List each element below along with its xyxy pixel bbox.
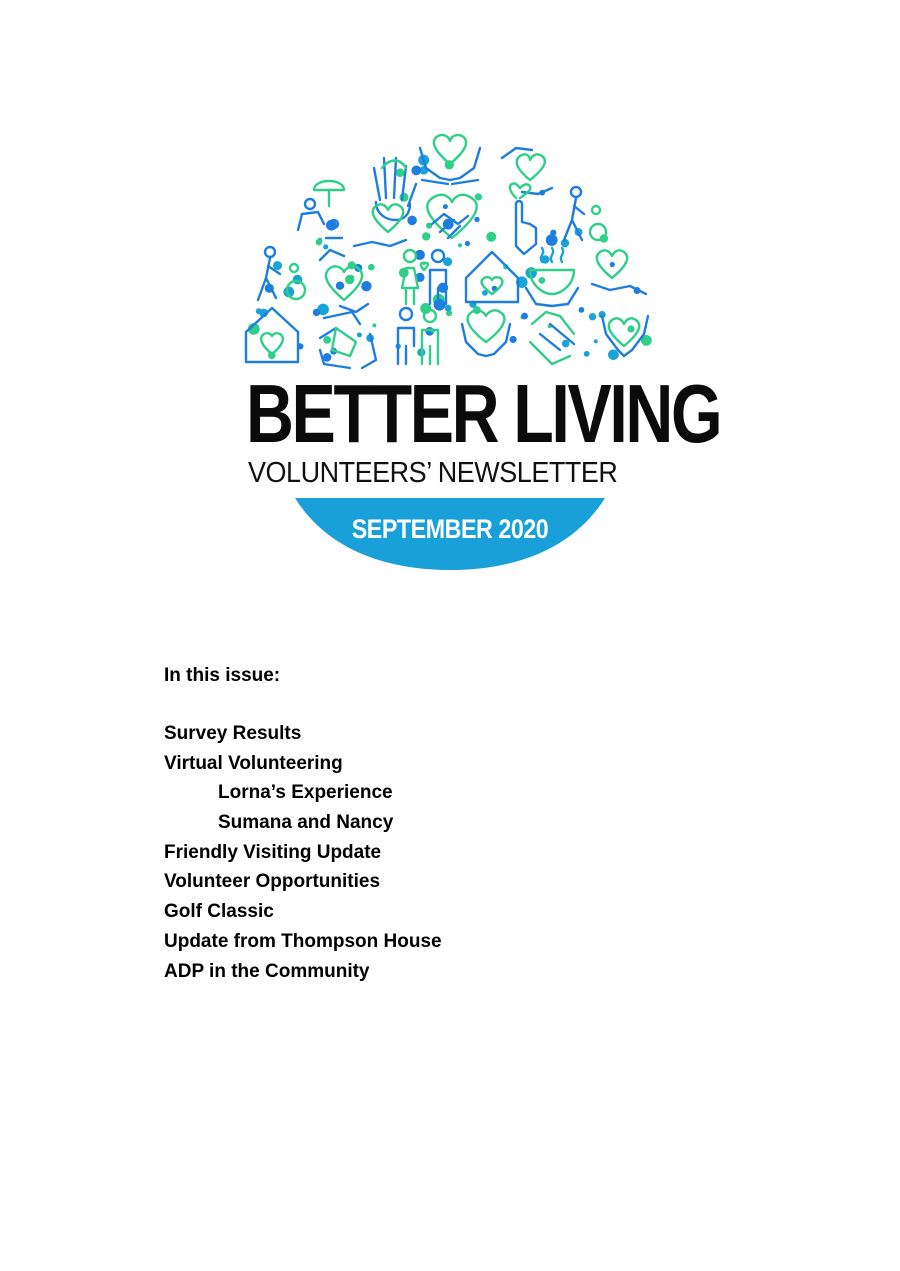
heart-hands-icon bbox=[320, 250, 368, 312]
contents-item: Survey Results bbox=[164, 723, 302, 744]
contents-list bbox=[164, 722, 764, 989]
decor-dot bbox=[610, 262, 615, 267]
newsletter-logo bbox=[240, 128, 721, 573]
contents-heading: In this issue: bbox=[164, 665, 281, 686]
decor-dot bbox=[579, 307, 585, 313]
decor-dot bbox=[368, 264, 375, 271]
decor-dot bbox=[474, 217, 479, 222]
wheelchair-caregiver-icon bbox=[564, 187, 606, 240]
contents-item: Friendly Visiting Update bbox=[164, 841, 382, 863]
decor-dot bbox=[594, 339, 598, 343]
dot-pattern bbox=[248, 155, 652, 362]
decor-dot bbox=[445, 305, 452, 312]
contents-item: Golf Classic bbox=[164, 901, 274, 923]
contents-item: Virtual Volunteering bbox=[164, 752, 343, 774]
decor-dot bbox=[396, 168, 405, 177]
umbrella-person-icon bbox=[298, 181, 344, 238]
decor-dot bbox=[273, 261, 282, 270]
contents-subitem: Sumana and Nancy bbox=[218, 812, 394, 834]
decor-dot bbox=[510, 336, 517, 343]
hearts-in-hands-icon bbox=[462, 310, 510, 356]
caring-hands-icon bbox=[530, 312, 574, 364]
decor-dot bbox=[399, 193, 408, 202]
decor-dot bbox=[546, 234, 558, 246]
decor-dot bbox=[539, 277, 546, 284]
decor-dot bbox=[434, 299, 446, 311]
decor-dot bbox=[313, 309, 320, 316]
decor-dot bbox=[584, 351, 590, 357]
decor-dot bbox=[465, 241, 470, 246]
decor-dot bbox=[316, 239, 322, 245]
hearts-in-hands-icon bbox=[602, 316, 648, 356]
decor-dot bbox=[614, 352, 619, 357]
newsletter-title: BETTER LIVING bbox=[246, 367, 721, 460]
decor-dot bbox=[411, 166, 421, 176]
decor-dot bbox=[350, 275, 354, 279]
decor-dot bbox=[323, 336, 331, 344]
table-of-contents bbox=[164, 664, 764, 989]
raised-hand-icon bbox=[374, 158, 416, 220]
newsletter-subtitle: VOLUNTEERS’ NEWSLETTER bbox=[248, 457, 618, 489]
decor-dot bbox=[372, 323, 376, 327]
decor-dot bbox=[486, 232, 496, 242]
decor-dot bbox=[336, 282, 344, 290]
decor-dot bbox=[361, 281, 371, 291]
wheelchair-caregiver-icon bbox=[258, 247, 305, 300]
contents-subitem: Lorna’s Experience bbox=[218, 782, 393, 804]
house-heart-icon bbox=[466, 252, 518, 302]
decor-dot bbox=[357, 332, 362, 337]
decor-dot bbox=[562, 340, 570, 348]
decor-dot bbox=[407, 216, 417, 226]
contents-item: Update from Thompson House bbox=[164, 930, 442, 952]
decor-dot bbox=[627, 325, 634, 332]
decor-dot bbox=[323, 244, 328, 249]
heart-in-hand-icon bbox=[354, 204, 406, 246]
issue-date: SEPTEMBER 2020 bbox=[351, 514, 549, 544]
contents-item: Volunteer Opportunities bbox=[164, 871, 381, 893]
icon-collage bbox=[240, 128, 721, 573]
decor-dot bbox=[589, 313, 596, 320]
decor-dot bbox=[521, 313, 528, 320]
decor-dot bbox=[443, 204, 448, 209]
family-icon bbox=[398, 308, 438, 364]
contents-item: ADP in the Community bbox=[164, 960, 370, 982]
handshake-heart-icon bbox=[427, 195, 476, 238]
decor-dot bbox=[422, 232, 430, 240]
house-heart-icon bbox=[246, 308, 298, 362]
decor-dot bbox=[475, 193, 482, 200]
decor-dot bbox=[256, 308, 262, 314]
decor-dot bbox=[458, 243, 462, 247]
